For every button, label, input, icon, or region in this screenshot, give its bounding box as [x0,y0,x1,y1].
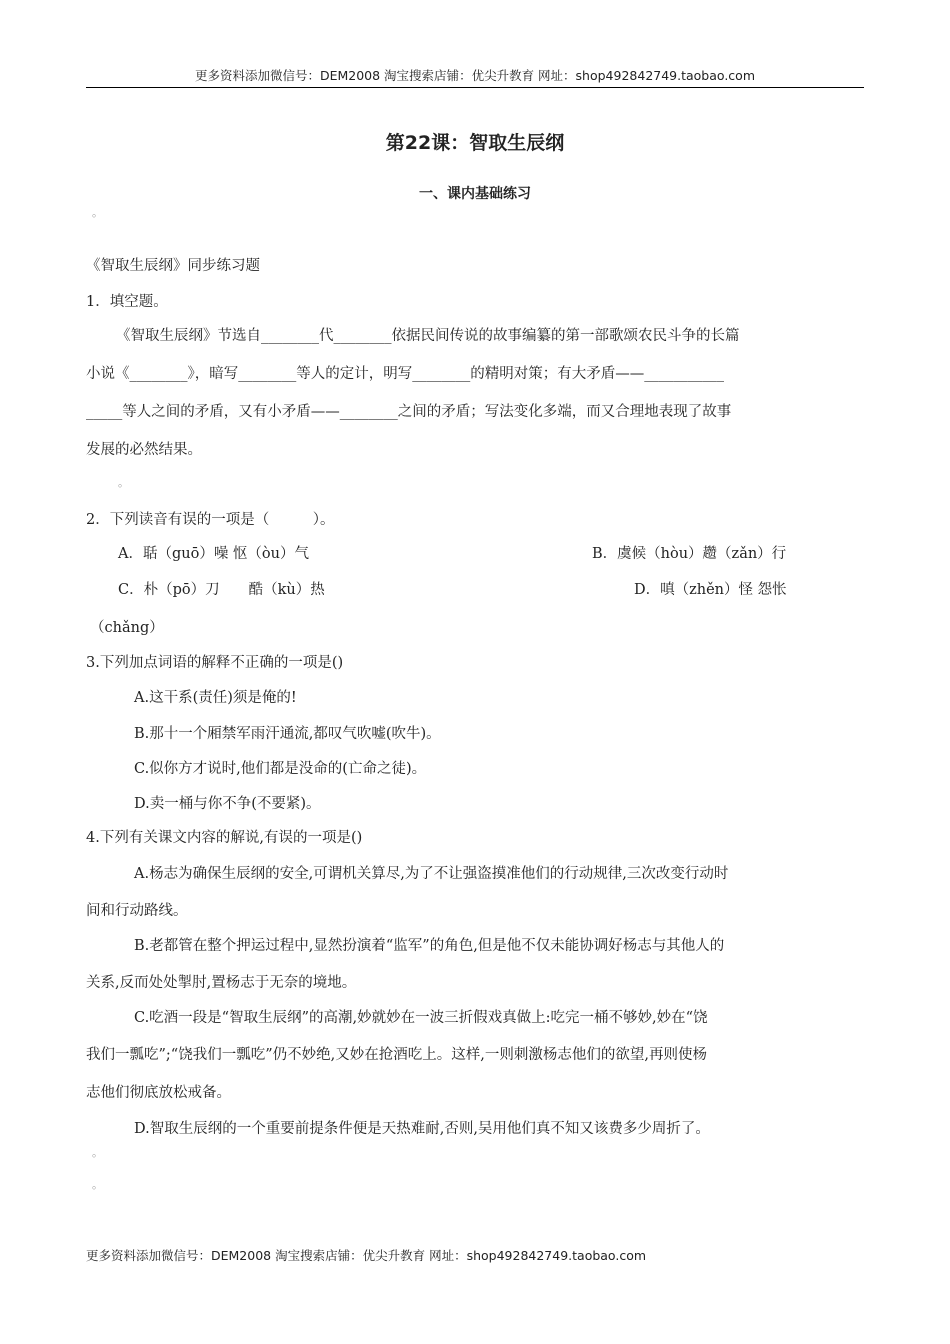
q3-option-c: C.似你方才说时,他们都是没命的(亡命之徒)。 [134,761,427,777]
page-header: 更多资料添加微信号：DEM2008 淘宝搜索店铺：优尖升教育 网址：shop492842749.taobao.com [194,68,756,83]
paragraph-mark: 。 [92,1146,103,1159]
q2-option-a: A．聒（guō）噪 怄（òu）气 [118,546,309,562]
q4-line: D.智取生辰纲的一个重要前提条件便是天热难耐,否则,吴用他们真不知又该费多少周折了。 [134,1121,710,1137]
q3-option-b: B.那十一个厢禁军雨汗通流,都叹气吹嘘(吹牛)。 [134,726,441,742]
section-subtitle: 一、课内基础练习 [419,186,531,202]
q4-line: A.杨志为确保生辰纲的安全,可谓机关算尽,为了不让强盗摸准他们的行动规律,三次改变行动时 [134,866,729,882]
q2-option-b: B．虞候（hòu）趱（zǎn）行 [592,546,787,562]
q4-line: C.吃酒一段是“智取生辰纲”的高潮,妙就妙在一波三折假戏真做上:吃完一桶不够妙,妙在“饶 [134,1010,708,1026]
q1-line: 小说《________》，暗写________等人的定计，明写________的精明对策；有大矛盾——___________ [86,366,724,382]
q3-label: 3.下列加点词语的解释不正确的一项是() [86,655,344,671]
q1-line: _____等人之间的矛盾，又有小矛盾——________之间的矛盾；写法变化多端，而又合理地表现了故事 [86,404,732,420]
paragraph-mark: 。 [92,206,103,219]
paragraph-mark: 。 [118,476,129,489]
q4-line: 间和行动路线。 [86,903,188,919]
q4-line: 我们一瓢吃”;“饶我们一瓢吃”仍不妙绝,又妙在抢酒吃上。这样,一则刺激杨志他们的欲望,再则使杨 [86,1047,707,1063]
q1-line: 《智取生辰纲》节选自________代________依据民间传说的故事编纂的第一部歌颂农民斗争的长篇 [116,328,740,344]
q4-line: 志他们彻底放松戒备。 [86,1085,231,1101]
intro-line: 《智取生辰纲》同步练习题 [86,258,260,274]
q4-line: 关系,反而处处掣肘,置杨志于无奈的境地。 [86,975,357,991]
q2-option-c: C．朴（pō）刀 酷（kù）热 [118,582,325,598]
q4-label: 4.下列有关课文内容的解说,有误的一项是() [86,830,363,846]
q2-option-d-cont: （chǎng） [90,620,164,636]
page-footer: 更多资料添加微信号：DEM2008 淘宝搜索店铺：优尖升教育 网址：shop492842749.taobao.com [86,1248,647,1263]
q4-line: B.老都管在整个押运过程中,显然扮演着“监军”的角色,但是他不仅未能协调好杨志与其他人的 [134,938,725,954]
q2-option-d: D．嗔（zhěn）怪 怨怅 [634,582,787,598]
q1-line: 发展的必然结果。 [86,442,202,458]
header-divider [86,87,864,88]
q2-label: 2．下列读音有误的一项是（ ）。 [86,512,335,528]
page-title: 第22课：智取生辰纲 [385,132,565,154]
paragraph-mark: 。 [92,1178,103,1191]
q3-option-d: D.卖一桶与你不争(不要紧)。 [134,796,321,812]
q1-label: 1．填空题。 [86,294,168,310]
q3-option-a: A.这干系(责任)须是俺的! [134,690,297,706]
